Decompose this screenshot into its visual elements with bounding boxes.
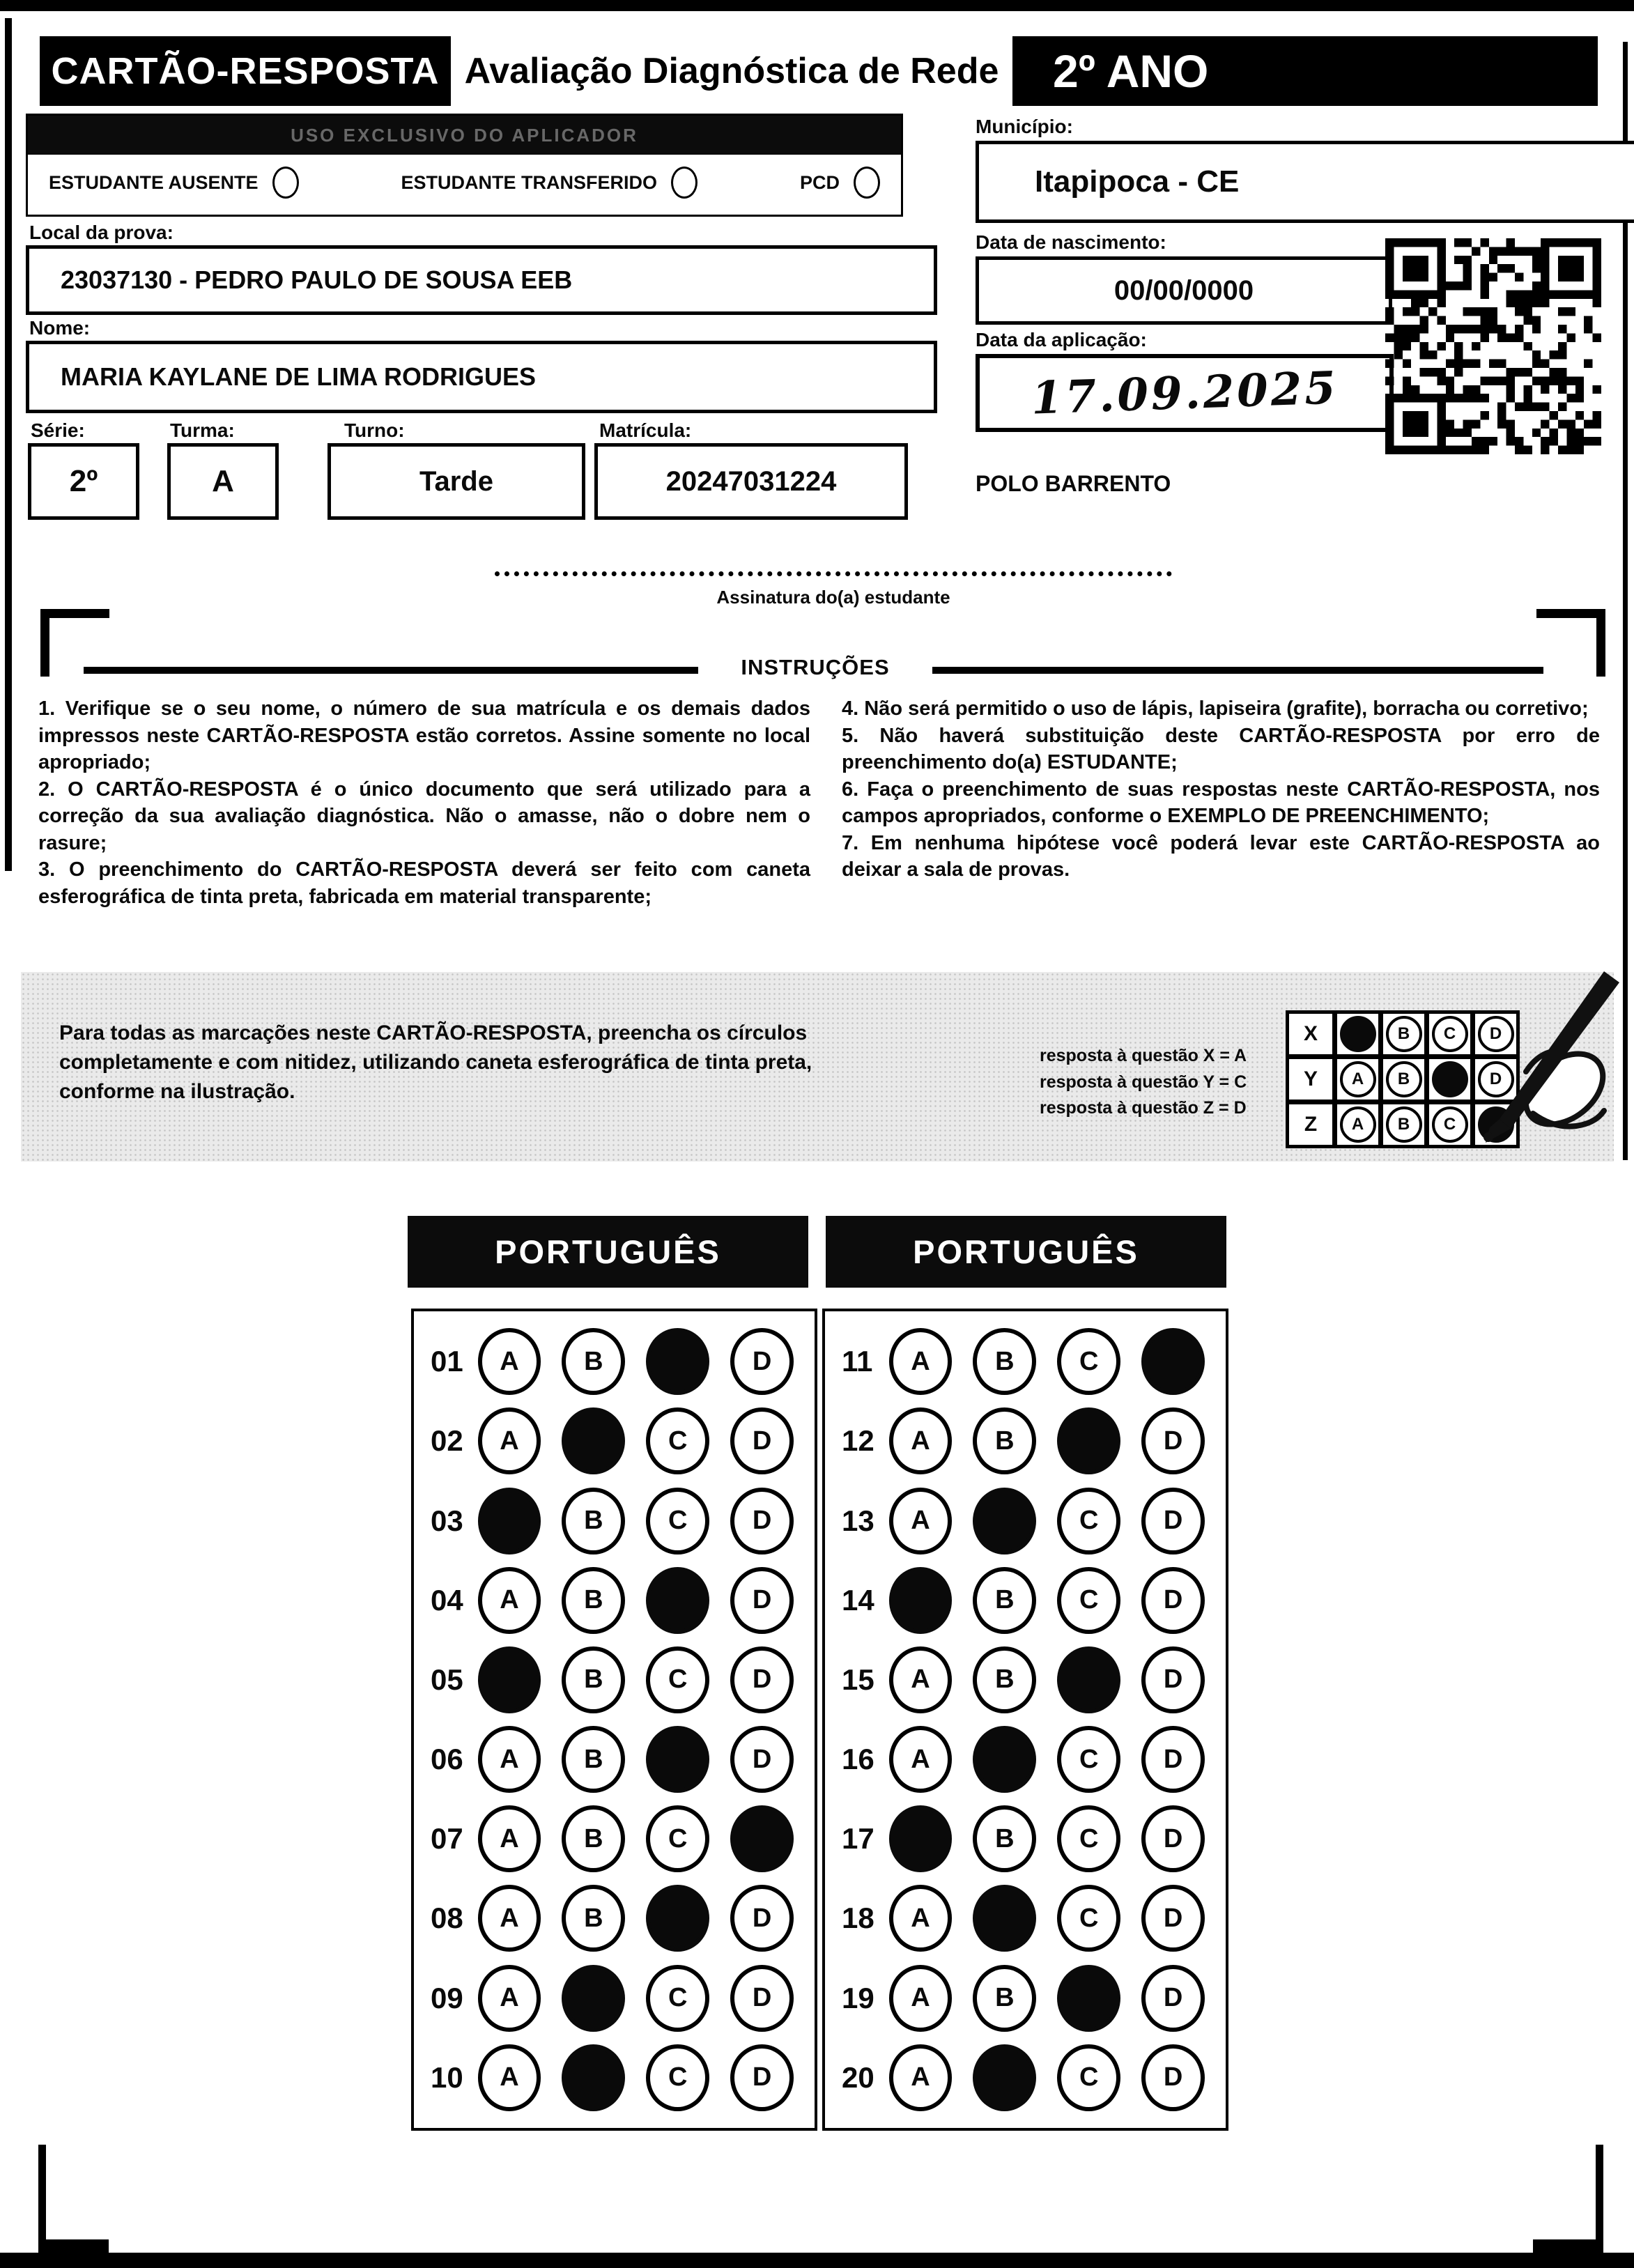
instructions-rule-left (84, 667, 698, 674)
turno-label: Turno: (344, 419, 405, 441)
data-aplicacao-label: Data da aplicação: (976, 329, 1147, 350)
answer-bubble-b[interactable] (973, 1885, 1036, 1952)
corner-bracket-bottom-right (1533, 2145, 1603, 2255)
matricula-value: 20247031224 (594, 443, 908, 520)
question-row (414, 1488, 815, 1555)
applicator-box (26, 114, 903, 217)
answer-bubble-b[interactable] (562, 1965, 625, 2032)
instruction-item: 2. O CARTÃO-RESPOSTA é o único documento que será utilizado para a correção da sua avaliação diagnóstica. Não o amasse, não o dobre nem o rasure; (38, 778, 810, 854)
municipio-value: Itapipoca - CE (976, 141, 1634, 223)
question-row (414, 1407, 815, 1474)
local-da-prova-label: Local da prova: (29, 222, 174, 243)
pcd-bubble[interactable] (854, 167, 880, 199)
answer-bubble-d[interactable]: D (730, 1646, 794, 1713)
question-row (825, 1646, 1226, 1713)
example-bubble-d: D (1478, 1061, 1514, 1097)
answer-bubble-d[interactable]: D (730, 1407, 794, 1474)
question-number: 05 (431, 1663, 463, 1696)
question-row (825, 1885, 1226, 1952)
answer-bubble-a[interactable]: A (478, 1805, 541, 1872)
instruction-item: 5. Não haverá substituição deste CARTÃO-RESPOSTA por erro de preenchimento do(a) ESTUDANTE; (842, 724, 1600, 774)
answer-bubble-d[interactable]: D (730, 1328, 794, 1395)
option-label: ESTUDANTE TRANSFERIDO (401, 171, 658, 193)
answer-bubble-d[interactable]: D (1141, 1646, 1205, 1713)
subject-header-right: PORTUGUÊS (826, 1216, 1226, 1288)
example-bubble-c: C (1432, 1016, 1468, 1052)
left-edge-line (5, 18, 12, 871)
instruction-item: 1. Verifique se o seu nome, o número de sua matrícula e os demais dados impressos neste CARTÃO-RESPOSTA estão corretos. Assine somente no local apropriado; (38, 697, 810, 774)
option-label: PCD (799, 171, 840, 193)
question-number: 06 (431, 1743, 463, 1776)
instructions-title: INSTRUÇÕES (741, 655, 890, 679)
answer-bubble-d[interactable]: D (1141, 1726, 1205, 1793)
answer-bubble-b[interactable]: B (562, 1885, 625, 1952)
answer-bubble-a[interactable]: A (478, 1965, 541, 2032)
question-number: 12 (842, 1424, 874, 1458)
question-row (414, 1567, 815, 1634)
answer-bubble-b[interactable]: B (973, 1407, 1036, 1474)
example-bubble-c: C (1432, 1106, 1468, 1143)
example-note: Para todas as marcações neste CARTÃO-RESPOSTA, preencha os círculos completamente e com nitidez, utilizando caneta esferográfica de tinta preta, conforme na ilustração. (59, 1021, 812, 1103)
instruction-item: 7. Em nenhuma hipótese você poderá levar este CARTÃO-RESPOSTA ao deixar a sala de provas. (842, 831, 1600, 881)
answer-bubble-d[interactable]: D (1141, 1965, 1205, 2032)
example-bubble-a: A (1340, 1061, 1376, 1097)
question-number: 09 (431, 1981, 463, 2014)
answer-bubble-d[interactable]: D (730, 1885, 794, 1952)
example-legend (1040, 1043, 1284, 1122)
answer-bubble-c[interactable]: C (1057, 1488, 1120, 1555)
example-bubble-b: B (1386, 1061, 1422, 1097)
example-cell (1383, 1104, 1424, 1145)
question-row (825, 1805, 1226, 1872)
nome-label: Nome: (29, 317, 91, 339)
answer-bubble-c[interactable] (646, 1567, 709, 1634)
question-number: 17 (842, 1822, 874, 1856)
question-number: 07 (431, 1822, 463, 1856)
instruction-item: 4. Não será permitido o uso de lápis, lapiseira (grafite), borracha ou corretivo; (842, 697, 1589, 720)
answer-bubble-c[interactable] (1057, 1646, 1120, 1713)
answer-bubble-a[interactable] (889, 1805, 953, 1872)
answer-bubble-a[interactable]: A (889, 1407, 953, 1474)
answer-bubble-a[interactable] (478, 1646, 541, 1713)
answer-bubble-a[interactable]: A (478, 1328, 541, 1395)
option-pcd (800, 167, 880, 199)
answer-bubble-d[interactable]: D (1141, 1567, 1205, 1634)
legend-line: resposta à questão Y = C (1040, 1072, 1247, 1092)
question-row (414, 1726, 815, 1793)
example-row-label: X (1289, 1014, 1332, 1054)
answer-bubble-a[interactable] (478, 1488, 541, 1555)
question-number: 03 (431, 1504, 463, 1537)
answer-bubble-b[interactable] (973, 2044, 1036, 2111)
handwritten-date: 17.09.2025 (1030, 361, 1339, 425)
example-cell (1337, 1104, 1378, 1145)
example-bubble-b: B (1386, 1016, 1422, 1052)
question-number: 04 (431, 1583, 463, 1617)
grade-label: 2º ANO (1012, 36, 1598, 106)
question-row (825, 1965, 1226, 2032)
legend-line: resposta à questão Z = D (1040, 1098, 1247, 1118)
question-row (414, 1328, 815, 1395)
estudante-transferido-bubble[interactable] (671, 167, 697, 199)
data-nascimento-value: 00/00/0000 (976, 256, 1392, 325)
answer-bubble-c[interactable]: C (646, 1805, 709, 1872)
estudante-ausente-bubble[interactable] (272, 167, 299, 199)
answer-bubble-b[interactable]: B (973, 1805, 1036, 1872)
question-number: 02 (431, 1424, 463, 1458)
answer-bubble-d[interactable]: D (1141, 1805, 1205, 1872)
corner-bracket-bottom-left (38, 2145, 109, 2255)
answer-bubble-a[interactable]: A (478, 1726, 541, 1793)
corner-bracket-top-right (1536, 609, 1605, 677)
answer-bubble-c[interactable] (646, 1726, 709, 1793)
answer-bubble-a[interactable]: A (889, 1328, 953, 1395)
question-row (825, 1567, 1226, 1634)
question-row (825, 1488, 1226, 1555)
answer-bubble-d[interactable]: D (730, 1488, 794, 1555)
answer-bubble-c[interactable] (1057, 1965, 1120, 2032)
option-estudante-ausente (49, 167, 299, 199)
example-row-label: Y (1289, 1059, 1332, 1100)
question-number: 18 (842, 1901, 874, 1935)
instructions-rule-right (932, 667, 1543, 674)
answer-bubble-c[interactable]: C (646, 1407, 709, 1474)
question-number: 08 (431, 1901, 463, 1935)
answer-bubble-b[interactable] (973, 1488, 1036, 1555)
example-bubble-d: D (1478, 1016, 1514, 1052)
question-number: 20 (842, 2060, 874, 2094)
data-aplicacao-box (976, 354, 1394, 432)
question-number: 14 (842, 1583, 874, 1617)
polo-label: POLO BARRENTO (976, 471, 1171, 496)
question-row (414, 2044, 815, 2111)
answer-bubble-d[interactable]: D (730, 1965, 794, 2032)
question-row (825, 2044, 1226, 2111)
bottom-border-bar (0, 2253, 1634, 2268)
local-da-prova-value: 23037130 - PEDRO PAULO DE SOUSA EEB (26, 245, 937, 315)
answer-bubble-b[interactable]: B (973, 1646, 1036, 1713)
subject-header-left: PORTUGUÊS (408, 1216, 808, 1288)
question-number: 16 (842, 1743, 874, 1776)
signature-label: Assinatura do(a) estudante (716, 587, 950, 608)
answer-bubble-d[interactable]: D (1141, 2044, 1205, 2111)
answer-grid-portugues-2 (822, 1309, 1228, 2131)
answer-bubble-b[interactable]: B (562, 1805, 625, 1872)
answer-bubble-c[interactable] (1057, 1407, 1120, 1474)
question-number: 15 (842, 1663, 874, 1696)
answer-bubble-d[interactable]: D (730, 1567, 794, 1634)
answer-bubble-c[interactable]: C (1057, 1328, 1120, 1395)
answer-bubble-c[interactable]: C (1057, 2044, 1120, 2111)
answer-grid-portugues-1 (411, 1309, 817, 2131)
answer-bubble-c[interactable] (646, 1328, 709, 1395)
question-row (414, 1646, 815, 1713)
question-number: 19 (842, 1981, 874, 2014)
qr-code (1385, 233, 1601, 460)
example-row-label: Z (1289, 1104, 1332, 1145)
answer-bubble-b[interactable]: B (973, 1965, 1036, 2032)
turma-value: A (167, 443, 279, 520)
answer-bubble-b[interactable]: B (562, 1646, 625, 1713)
answer-bubble-a[interactable]: A (889, 2044, 953, 2111)
question-row (825, 1328, 1226, 1395)
answer-bubble-c[interactable]: C (646, 2044, 709, 2111)
serie-label: Série: (31, 419, 85, 441)
answer-bubble-c[interactable]: C (1057, 1805, 1120, 1872)
data-nascimento-label: Data de nascimento: (976, 231, 1166, 253)
answer-bubble-b[interactable]: B (562, 1726, 625, 1793)
example-cell (1383, 1014, 1424, 1054)
answer-bubble-d[interactable] (730, 1805, 794, 1872)
answer-bubble-b[interactable]: B (562, 1488, 625, 1555)
answer-bubble-a[interactable]: A (478, 1407, 541, 1474)
answer-bubble-b[interactable]: B (562, 1328, 625, 1395)
answer-bubble-d[interactable]: D (730, 1726, 794, 1793)
question-row (825, 1726, 1226, 1793)
example-bubble-b: B (1386, 1106, 1422, 1143)
legend-line: resposta à questão X = A (1040, 1046, 1247, 1065)
question-row (825, 1407, 1226, 1474)
applicator-options (28, 155, 901, 210)
answer-bubble-c[interactable]: C (1057, 1885, 1120, 1952)
question-number: 11 (842, 1345, 873, 1378)
answer-bubble-d[interactable]: D (1141, 1488, 1205, 1555)
answer-bubble-c[interactable]: C (646, 1965, 709, 2032)
answer-bubble-b[interactable]: B (973, 1567, 1036, 1634)
answer-bubble-a[interactable] (889, 1567, 953, 1634)
answer-bubble-a[interactable]: A (889, 1646, 953, 1713)
answer-bubble-b[interactable] (562, 2044, 625, 2111)
answer-bubble-c[interactable]: C (1057, 1567, 1120, 1634)
card-title: CARTÃO-RESPOSTA (40, 36, 451, 106)
instruction-item: 6. Faça o preenchimento de suas respostas neste CARTÃO-RESPOSTA, nos campos apropriados, conforme o EXEMPLO DE PREENCHIMENTO; (842, 778, 1600, 828)
matricula-label: Matrícula: (599, 419, 692, 441)
turno-value: Tarde (327, 443, 585, 520)
serie-value: 2º (28, 443, 139, 520)
answer-bubble-c[interactable]: C (1057, 1726, 1120, 1793)
header (40, 36, 1598, 106)
answer-bubble-a[interactable]: A (889, 1885, 953, 1952)
answer-bubble-b[interactable]: B (973, 1328, 1036, 1395)
question-row (414, 1885, 815, 1952)
answer-bubble-a[interactable]: A (889, 1726, 953, 1793)
question-number: 01 (431, 1345, 463, 1378)
instructions-left-column (38, 695, 810, 911)
municipio-label: Município: (976, 116, 1073, 137)
assessment-title: Avaliação Diagnóstica de Rede (451, 36, 1012, 106)
example-bubble-a (1340, 1016, 1376, 1052)
example-cell (1337, 1014, 1378, 1054)
answer-bubble-a[interactable]: A (478, 1567, 541, 1634)
answer-bubble-c[interactable]: C (646, 1488, 709, 1555)
question-number: 13 (842, 1504, 874, 1537)
answer-bubble-d[interactable]: D (1141, 1407, 1205, 1474)
question-row (414, 1965, 815, 2032)
answer-bubble-b[interactable]: B (562, 1567, 625, 1634)
example-cell (1383, 1059, 1424, 1100)
signature-line (495, 571, 1172, 576)
option-estudante-transferido (401, 167, 698, 199)
nome-value: MARIA KAYLANE DE LIMA RODRIGUES (26, 341, 937, 413)
example-cell (1337, 1059, 1378, 1100)
answer-bubble-d[interactable]: D (1141, 1885, 1205, 1952)
question-row (414, 1805, 815, 1872)
question-number: 10 (431, 2060, 463, 2094)
answer-bubble-a[interactable]: A (478, 1885, 541, 1952)
answer-bubble-a[interactable]: A (478, 2044, 541, 2111)
answer-bubble-a[interactable]: A (889, 1488, 953, 1555)
instruction-item: 3. O preenchimento do CARTÃO-RESPOSTA deverá ser feito com caneta esferográfica de tinta preta, fabricada em material transparente; (38, 858, 810, 908)
pen-hand-illustration (1421, 967, 1634, 1173)
applicator-title: USO EXCLUSIVO DO APLICADOR (28, 116, 901, 155)
answer-bubble-d[interactable]: D (730, 2044, 794, 2111)
answer-bubble-c[interactable]: C (646, 1646, 709, 1713)
answer-bubble-d[interactable] (1141, 1328, 1205, 1395)
answer-bubble-b[interactable] (973, 1726, 1036, 1793)
example-bubble-a: A (1340, 1106, 1376, 1143)
top-border-bar (0, 0, 1634, 11)
answer-bubble-a[interactable]: A (889, 1965, 953, 2032)
answer-bubble-b[interactable] (562, 1407, 625, 1474)
answer-bubble-c[interactable] (646, 1885, 709, 1952)
option-label: ESTUDANTE AUSENTE (49, 171, 259, 193)
turma-label: Turma: (170, 419, 235, 441)
instructions-right-column (842, 695, 1600, 884)
